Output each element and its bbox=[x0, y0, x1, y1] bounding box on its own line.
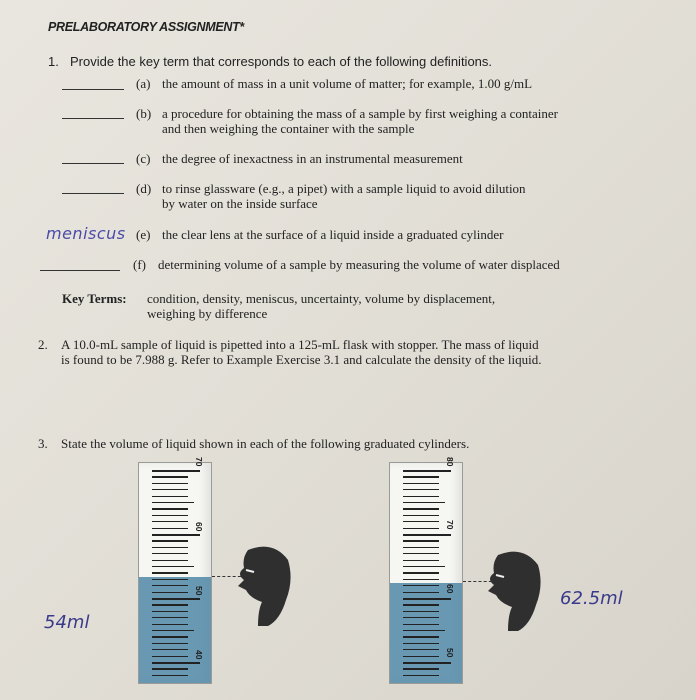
graduation-tick bbox=[403, 566, 445, 567]
graduation-tick bbox=[152, 496, 188, 497]
cylinder-left-label-70: 70 bbox=[194, 457, 204, 467]
graduation-tick bbox=[152, 668, 188, 669]
graduation-tick bbox=[403, 470, 451, 472]
graduation-tick bbox=[403, 611, 439, 612]
graduation-tick bbox=[152, 617, 188, 618]
cylinder-right-label-80: 80 bbox=[445, 457, 455, 467]
item-d-letter: (d) bbox=[136, 181, 152, 196]
item-a-letter: (a) bbox=[136, 76, 151, 91]
q3-prompt: State the volume of liquid shown in each of the following graduated cylinders. bbox=[61, 436, 470, 451]
cylinder-right-label-60: 60 bbox=[445, 584, 455, 594]
graduation-tick bbox=[152, 515, 188, 516]
graduation-tick bbox=[152, 585, 188, 586]
answer-blank-c[interactable] bbox=[62, 163, 124, 164]
graduation-tick bbox=[152, 553, 188, 554]
graduation-tick bbox=[403, 540, 439, 541]
item-d-text: to rinse glassware (e.g., a pipet) with a sample liquid to avoid dilution bbox=[162, 181, 526, 196]
graduation-tick bbox=[403, 656, 439, 657]
graduation-tick bbox=[152, 624, 188, 625]
graduation-tick bbox=[152, 566, 194, 567]
cylinder-right-label-70: 70 bbox=[445, 520, 455, 530]
cylinder-right-label-50: 50 bbox=[445, 648, 455, 658]
graduation-tick bbox=[152, 560, 188, 561]
handwritten-answer-right-cylinder: 62.5ml bbox=[560, 588, 623, 609]
graduation-tick bbox=[403, 604, 439, 605]
item-b-text: a procedure for obtaining the mass of a sample by first weighing a container bbox=[162, 106, 559, 121]
graduation-tick bbox=[403, 508, 439, 509]
graduation-tick bbox=[403, 547, 439, 548]
graduation-tick bbox=[152, 598, 200, 600]
graduation-tick bbox=[403, 515, 439, 516]
item-d-text-cont: by water on the inside surface bbox=[162, 196, 318, 211]
graduation-tick bbox=[152, 528, 188, 529]
graduation-tick bbox=[403, 624, 439, 625]
graduation-tick bbox=[403, 598, 451, 600]
graduation-tick bbox=[403, 483, 439, 484]
answer-blank-f[interactable] bbox=[40, 270, 120, 271]
graduation-tick bbox=[403, 617, 439, 618]
graduation-tick bbox=[152, 502, 194, 503]
graduation-tick bbox=[403, 579, 439, 580]
item-b-letter: (b) bbox=[136, 106, 152, 121]
item-f-letter: (f) bbox=[133, 257, 146, 272]
graduation-tick bbox=[403, 476, 439, 477]
graduation-tick bbox=[152, 643, 188, 644]
item-c-text: the degree of inexactness in an instrumental measurement bbox=[162, 151, 463, 166]
item-c-letter: (c) bbox=[136, 151, 151, 166]
q3-number: 3. bbox=[38, 436, 48, 451]
graduation-tick bbox=[152, 534, 200, 536]
graduation-tick bbox=[403, 496, 439, 497]
cylinder-left-label-60: 60 bbox=[194, 522, 204, 532]
item-f-text: determining volume of a sample by measuring the volume of water displaced bbox=[158, 257, 560, 272]
graduation-tick bbox=[403, 636, 439, 637]
graduation-tick bbox=[403, 489, 439, 490]
graduation-tick bbox=[403, 592, 439, 593]
graduation-tick bbox=[403, 560, 439, 561]
graduation-tick bbox=[403, 534, 451, 536]
graduation-tick bbox=[152, 592, 188, 593]
graduation-tick bbox=[152, 483, 188, 484]
graduation-tick bbox=[152, 521, 188, 522]
answer-blank-d[interactable] bbox=[62, 193, 124, 194]
answer-blank-b[interactable] bbox=[62, 118, 124, 119]
graduation-tick bbox=[403, 630, 445, 631]
graduation-tick bbox=[403, 502, 445, 503]
item-e-text: the clear lens at the surface of a liquid inside a graduated cylinder bbox=[162, 227, 504, 242]
graduation-tick bbox=[152, 656, 188, 657]
graduation-tick bbox=[152, 547, 188, 548]
graduation-tick bbox=[403, 572, 439, 573]
cylinder-left-scale bbox=[152, 462, 202, 682]
observer-face-left-icon bbox=[228, 540, 298, 630]
q2-line-1: A 10.0-mL sample of liquid is pipetted into a 125-mL flask with stopper. The mass of liquid bbox=[61, 337, 539, 352]
q1-prompt: Provide the key term that corresponds to each of the following definitions. bbox=[70, 54, 493, 69]
graduation-tick bbox=[152, 611, 188, 612]
item-a-text: the amount of mass in a unit volume of matter; for example, 1.00 g/mL bbox=[162, 76, 533, 91]
graduation-tick bbox=[152, 662, 200, 664]
item-b-text-cont: and then weighing the container with the sample bbox=[162, 121, 415, 136]
observer-face-right-icon bbox=[478, 545, 548, 635]
graduation-tick bbox=[403, 649, 439, 650]
graduation-tick bbox=[403, 553, 439, 554]
graduation-tick bbox=[152, 476, 188, 477]
graduation-tick bbox=[403, 662, 451, 664]
graduation-tick bbox=[152, 675, 188, 676]
answer-blank-a[interactable] bbox=[62, 89, 124, 90]
graduation-tick bbox=[403, 643, 439, 644]
graduation-tick bbox=[152, 649, 188, 650]
graduation-tick bbox=[403, 521, 439, 522]
handwritten-answer-left-cylinder: 54ml bbox=[44, 612, 90, 633]
graduation-tick bbox=[403, 585, 439, 586]
assignment-heading: PRELABORATORY ASSIGNMENT* bbox=[48, 20, 244, 34]
key-terms-line-1: condition, density, meniscus, uncertainty, volume by displacement, bbox=[147, 291, 496, 306]
item-e-letter: (e) bbox=[136, 227, 151, 242]
graduation-tick bbox=[152, 508, 188, 509]
handwritten-answer-e: meniscus bbox=[46, 224, 126, 243]
graduation-tick bbox=[152, 470, 200, 472]
graduation-tick bbox=[152, 630, 194, 631]
cylinder-left-label-40: 40 bbox=[194, 650, 204, 660]
graduation-tick bbox=[403, 668, 439, 669]
graduation-tick bbox=[403, 675, 439, 676]
key-terms-line-2: weighing by difference bbox=[147, 306, 268, 321]
graduation-tick bbox=[403, 528, 439, 529]
graduation-tick bbox=[152, 604, 188, 605]
q2-number: 2. bbox=[38, 337, 48, 352]
cylinder-left-label-50: 50 bbox=[194, 586, 204, 596]
q2-line-2: is found to be 7.988 g. Refer to Example Exercise 3.1 and calculate the density of the liquid. bbox=[61, 352, 542, 367]
key-terms-label: Key Terms: bbox=[62, 291, 127, 306]
q1-number: 1. bbox=[48, 54, 59, 69]
graduation-tick bbox=[152, 636, 188, 637]
graduation-tick bbox=[152, 489, 188, 490]
graduation-tick bbox=[152, 572, 188, 573]
graduation-tick bbox=[152, 540, 188, 541]
graduation-tick bbox=[152, 579, 188, 580]
